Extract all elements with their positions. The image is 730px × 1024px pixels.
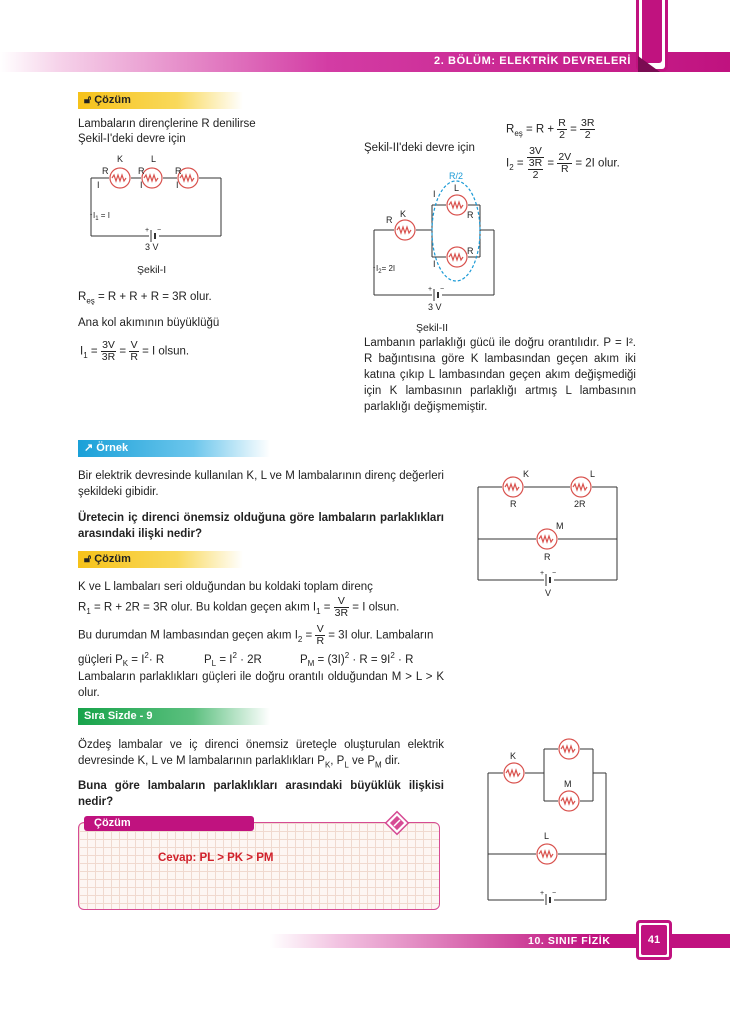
fig2-label-I-top: I: [433, 189, 436, 199]
figure-4-circuit: [480, 735, 620, 905]
fig2-voltage: 3 V: [428, 302, 442, 312]
fig1-caption: Şekil-I: [137, 264, 167, 276]
unlock-icon: 🔓︎: [84, 94, 92, 106]
svg-text:+: +: [428, 286, 433, 293]
fig2-label-R-L: R: [467, 210, 474, 220]
fig2-label-K: K: [400, 209, 407, 219]
external-link-icon: ↗: [84, 442, 94, 454]
fig3-label-RL: 2R: [574, 499, 586, 509]
fig2-caption: Şekil-II: [416, 322, 449, 334]
fig2-label-L: L: [454, 183, 460, 193]
chapter-title: 2. BÖLÜM: ELEKTRİK DEVRELERİ: [434, 55, 632, 67]
fig4-label-K: K: [510, 751, 517, 761]
solution2-line-5: Lambaların parlaklıkları güçleri ile doğru orantılı olduğundan M > L > K olur.: [78, 671, 444, 699]
fig2-current-label: I: [376, 264, 379, 273]
fig3-label-RM: R: [544, 552, 551, 562]
practice-label: Sıra Sizde - 9: [78, 708, 270, 725]
req-line-1: $R_{eş} = R + R + R = 3R$ olur.: [78, 291, 212, 306]
practice-question: Buna göre lambaların parlaklıkları arasındaki büyüklük ilişkisi nedir?: [78, 780, 444, 808]
fig3-label-K: K: [523, 469, 530, 479]
figure-1-circuit: [85, 150, 235, 255]
fig1-label-R1: R: [102, 166, 109, 176]
solution-label-2: 🔓︎ Çözüm: [78, 551, 243, 568]
solution2-line-2: $R_1 = R + 2R = 3R$ olur. Bu koldan geçen akım $I_1$ = $\frac{V}{3R}$ = I olsun.: [78, 595, 400, 619]
solution-label-1: 🔓︎ Çözüm: [78, 92, 243, 109]
fig4-label-M: M: [564, 779, 572, 789]
solution2-line-3: Bu durumdan M lambasından geçen akım $I_2$ = $\frac{V}{R}$ = 3I olur. Lambaların: [78, 623, 434, 647]
i1-equation: $I_1$ = $\frac{3V}{3R}$ = $\frac{V}{R}$ = I olsun.: [80, 339, 190, 363]
svg-text:−: −: [552, 570, 557, 577]
svg-text:↑I2= 2I: $↑I_2= 2I$: [372, 264, 396, 275]
page-number-tab: [636, 920, 672, 960]
fig3-label-M: M: [556, 521, 564, 531]
fig3-label-L: L: [590, 469, 596, 479]
pencil-icon: [384, 810, 410, 836]
solution2-line-4a: güçleri $P_K = I^2\cdot R$: [78, 651, 165, 669]
fig2-label-R2: R/2: [449, 171, 464, 181]
fig3-label-RK: R: [510, 499, 517, 509]
fig1-label-I3: I: [176, 180, 179, 190]
req2-equation: $R_{eş} = R$ + $\frac{R}{2}$ = $\frac{3R}{2}$: [506, 117, 595, 141]
fig1-label-K: K: [117, 154, 124, 164]
solution2-line-4b: $P_L = I^2 \cdot 2R$: [204, 651, 262, 669]
answer-label: Çözüm: [84, 816, 254, 831]
solution1-explanation: Lambanın parlaklığı gücü ile doğru orantılıdır. P = I². R bağıntısına göre K lambasından geçen akım iki katına çıkıp L lambasından geçen akım değişmediği için K lambasının parlaklığı artmış L lambasının parlaklığı değişmemiştir.: [364, 337, 636, 413]
example-question: Üretecin iç direnci önemsiz olduğuna göre lambaların parlaklıkları arasındaki ilişki nedir?: [78, 512, 444, 540]
example-text: Bir elektrik devresinde kullanılan K, L ve M lambalarının direnç değerleri şekildeki gibidir.: [78, 470, 444, 498]
answer-text: Cevap: PL > PK > PM: [158, 852, 274, 864]
fig2-intro: Şekil-II'deki devre için: [364, 142, 475, 154]
main-current-text: Ana kol akımının büyüklüğü: [78, 317, 220, 329]
fig2-label-I-bottom: I: [433, 259, 436, 269]
practice-text: Özdeş lambalar ve iç direnci önemsiz üreteçle oluşturulan elektrik devresinde K, L ve M lambalarının parlaklıkları $P_K$, $P_L$ ve $P_M$ dir.: [78, 739, 444, 770]
solution1-intro-1: Lambaların dirençlerine R denilirse: [78, 118, 256, 130]
fig1-label-R3: R: [175, 166, 182, 176]
fig2-label-R-M: R: [467, 246, 474, 256]
solution2-line-1: K ve L lambaları seri olduğundan bu koldaki toplam direnç: [78, 581, 373, 593]
svg-text:+: +: [540, 890, 545, 897]
fig3-voltage: V: [545, 588, 552, 598]
svg-text:↑I1 = I: $↑I_1 = I$: [89, 211, 110, 222]
fig1-label-L: L: [151, 154, 157, 164]
footer-book-title: 10. SINIF FİZİK: [528, 935, 611, 947]
i2-equation: $I_2$ = $\frac{3V}{\frac{3R}{2}}$ = $\frac{2V}{R}$ = 2I olur.: [506, 145, 620, 181]
svg-text:+: +: [145, 227, 150, 234]
tab-corner: [638, 56, 668, 76]
unlock-icon: 🔓︎: [84, 553, 92, 565]
figure-3-circuit: [470, 465, 630, 600]
fig2-label-R-K: R: [386, 215, 393, 225]
solution2-line-4c: $P_M = (3I)^2 \cdot R = 9I^2 \cdot R$: [300, 651, 414, 669]
fig1-label-I2: I: [140, 180, 143, 190]
page-number: 41: [641, 925, 667, 955]
fig4-label-L: L: [544, 831, 550, 841]
fig1-label-I1: I: [97, 180, 100, 190]
fig1-current-label: I: [93, 211, 96, 220]
example-label: ↗ Örnek: [78, 440, 270, 457]
svg-text:−: −: [440, 286, 445, 293]
svg-text:+: +: [540, 570, 545, 577]
svg-text:−: −: [157, 227, 162, 234]
fig1-label-R2: R: [138, 166, 145, 176]
fig1-voltage: 3 V: [145, 242, 159, 252]
figure-2-circuit: [364, 165, 504, 315]
solution1-intro-2: Şekil-I'deki devre için: [78, 133, 186, 145]
svg-text:−: −: [552, 890, 557, 897]
